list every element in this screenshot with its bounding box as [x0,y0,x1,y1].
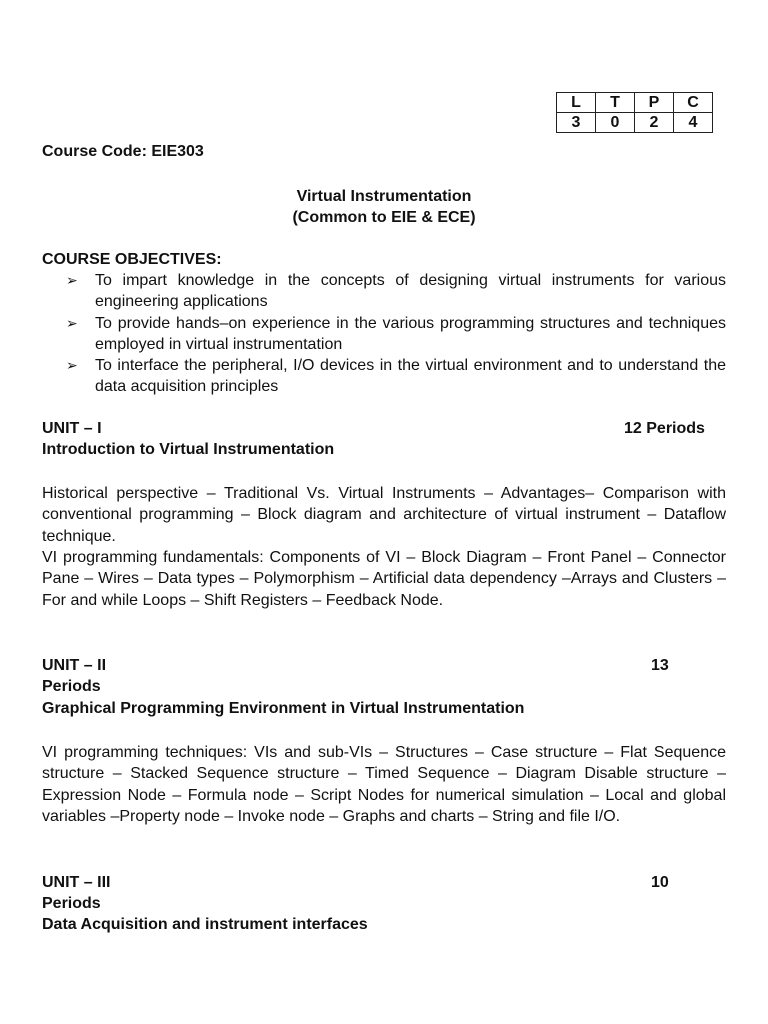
unit1-label: UNIT – I [42,420,102,437]
objective-text: To impart knowledge in the concepts of designing virtual instruments for various engineering applications [95,272,726,311]
ltpc-value-c: 4 [674,113,713,133]
unit2-paragraph: VI programming techniques: VIs and sub-VIs – Structures – Case structure – Flat Sequence structure – Stacked Sequence structure – Timed Sequence – Diagram Disable structure – Expression Node – Formula node – Script Nodes for numerical simulation – Local and global variables –Property node – Invoke node – Graphs and charts – String and file I/O. [42,744,726,825]
unit2-title: Graphical Programming Environment in Virtual Instrumentation [42,700,525,717]
objective-text: To provide hands–on experience in the various programming structures and techniques employed in virtual instrumentation [95,314,726,353]
unit2-periods-word: Periods [42,678,101,695]
unit1-periods: 12 Periods [624,420,705,437]
objectives-heading: COURSE OBJECTIVES: [42,251,222,268]
course-code: Course Code: EIE303 [42,143,204,160]
ltpc-header-l: L [557,93,596,113]
objective-item [66,313,726,356]
unit3-periods-number: 10 [651,874,669,891]
unit1-paragraph-1: Historical perspective – Traditional Vs. Virtual Instruments – Advantages– Comparison with conventional programming – Block diagram and architecture of virtual instrument – Dataflow technique. [42,485,726,545]
unit1-paragraph-2: VI programming fundamentals: Components of VI – Block Diagram – Front Panel – Connector Pane – Wires – Data types – Polymorphism – Artificial data dependency –Arrays and Clusters – For and while Loops – Shift Registers – Feedback Node. [42,549,726,609]
course-subtitle: (Common to EIE & ECE) [292,209,476,226]
ltpc-header-p: P [635,93,674,113]
ltpc-header-row [557,93,713,113]
unit2-periods-number: 13 [651,657,669,674]
ltpc-value-t: 0 [596,113,635,133]
arrow-bullet-icon: ➢ [66,357,78,374]
objective-item [66,270,726,313]
objectives-list [66,270,726,398]
ltpc-value-p: 2 [635,113,674,133]
ltpc-value-row [557,113,713,133]
unit3-title: Data Acquisition and instrument interfaces [42,916,368,933]
ltpc-table [556,92,713,133]
unit3-label: UNIT – III [42,874,111,891]
ltpc-header-t: T [596,93,635,113]
arrow-bullet-icon: ➢ [66,272,78,288]
objective-item [66,355,726,398]
course-title: Virtual Instrumentation [296,188,472,205]
arrow-bullet-icon: ➢ [66,314,78,331]
ltpc-value-l: 3 [557,113,596,133]
unit2-label: UNIT – II [42,657,107,674]
objective-text: To interface the peripheral, I/O devices in the virtual environment and to understand the data acquisition principles [95,357,726,396]
ltpc-header-c: C [674,93,713,113]
unit3-periods-word: Periods [42,895,101,912]
unit1-title: Introduction to Virtual Instrumentation [42,441,335,458]
